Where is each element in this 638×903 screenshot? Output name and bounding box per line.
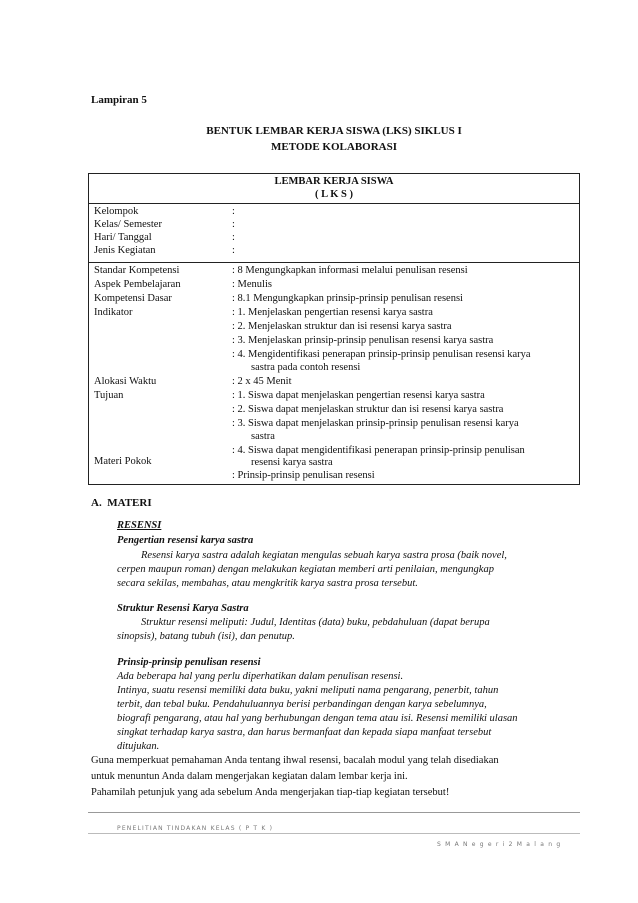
identity-label: Kelompok [94, 206, 139, 217]
detail-value: : 4. Mengidentifikasi penerapan prinsip-prinsip penulisan resensi karya [232, 349, 531, 360]
detail-value: : Prinsip-prinsip penulisan resensi [232, 470, 375, 481]
struktur-title: Struktur Resensi Karya Sastra [117, 603, 249, 614]
identity-value: : [232, 206, 235, 217]
instruction-line: untuk menuntun Anda dalam mengerjakan kegiatan dalam lembar kerja ini. [91, 771, 408, 782]
materi-heading: A. MATERI [91, 497, 152, 509]
detail-value: : 2. Siswa dapat menjelaskan struktur dan isi resensi karya sastra [232, 404, 504, 415]
detail-value: sastra [251, 431, 275, 442]
identity-value: : [232, 219, 235, 230]
prinsip-title: Prinsip-prinsip penulisan resensi [117, 657, 261, 668]
detail-value: : 3. Menjelaskan prinsip-prinsip penulisan resensi karya sastra [232, 335, 494, 346]
lampiran-label: Lampiran 5 [91, 94, 147, 106]
identity-label: Kelas/ Semester [94, 219, 162, 230]
document-subtitle: METODE KOLABORASI [270, 141, 398, 153]
paragraph-line: sinopsis), batang tubuh (isi), dan penutup. [117, 631, 295, 642]
table-divider [88, 262, 580, 263]
footer-rule [88, 833, 580, 834]
paragraph-line: secara sekilas, membahas, atau mengkritik karya sastra prosa tersebut. [117, 578, 418, 589]
paragraph-line: Ada beberapa hal yang perlu diperhatikan dalam penulisan resensi. [117, 671, 404, 682]
detail-value: : Menulis [232, 279, 272, 290]
paragraph-line: Struktur resensi meliputi: Judul, Identitas (data) buku, pebdahuluan (dapat berupa [141, 617, 490, 628]
detail-label: Aspek Pembelajaran [94, 279, 181, 290]
instruction-line: Guna memperkuat pemahaman Anda tentang ihwal resensi, bacalah modul yang telah disediakan [91, 755, 499, 766]
document-title: BENTUK LEMBAR KERJA SISWA (LKS) SIKLUS I [206, 125, 462, 137]
detail-label: Alokasi Waktu [94, 376, 157, 387]
detail-value: resensi karya sastra [251, 457, 333, 468]
resensi-title: RESENSI [117, 520, 162, 531]
paragraph-line: Intinya, suatu resensi memiliki data buku, yakni meliputi nama pengarang, penerbit, tahun [117, 685, 499, 696]
paragraph-line: singkat terhadap karya sastra, dan harus bermanfaat dan kepada siapa manfaat tersebut [117, 727, 492, 738]
identity-value: : [232, 245, 235, 256]
identity-label: Jenis Kegiatan [94, 245, 156, 256]
paragraph-line: biografi pengarang, atau hal yang berhubungan dengan tema atau isi. Resensi memiliki ulasan [117, 713, 518, 724]
detail-value: : 3. Siswa dapat menjelaskan prinsip-prinsip penulisan resensi karya [232, 418, 519, 429]
detail-value: : 2. Menjelaskan struktur dan isi resensi karya sastra [232, 321, 452, 332]
pengertian-title: Pengertian resensi karya sastra [117, 535, 254, 546]
detail-value: sastra pada contoh resensi [251, 362, 361, 373]
instruction-line: Pahamilah petunjuk yang ada sebelum Anda mengerjakan tiap-tiap kegiatan tersebut! [91, 787, 450, 798]
paragraph-line: Resensi karya sastra adalah kegiatan mengulas sebuah karya sastra prosa (baik novel, [141, 550, 507, 561]
table-divider [88, 203, 580, 204]
lks-heading: LEMBAR KERJA SISWA [274, 176, 394, 187]
detail-value: : 4. Siswa dapat mengidentifikasi penerapan prinsip-prinsip penulisan [232, 445, 525, 456]
detail-value: : 8 Mengungkapkan informasi melalui penulisan resensi [232, 265, 468, 276]
detail-value: : 1. Menjelaskan pengertian resensi karya sastra [232, 307, 433, 318]
detail-label: Standar Kompetensi [94, 265, 180, 276]
detail-value: : 2 x 45 Menit [232, 376, 292, 387]
detail-value: : 8.1 Mengungkapkan prinsip-prinsip penulisan resensi [232, 293, 463, 304]
paragraph-line: cerpen maupun roman) dengan melakukan kegiatan memberi arti penilaian, mengungkap [117, 564, 494, 575]
detail-value: : 1. Siswa dapat menjelaskan pengertian resensi karya sastra [232, 390, 485, 401]
footer-rule [88, 812, 580, 813]
detail-label: Indikator [94, 307, 133, 318]
paragraph-line: ditujukan. [117, 741, 160, 752]
detail-label: Tujuan [94, 390, 124, 401]
footer-right: S M A N e g e r i 2 M a l a n g [437, 841, 562, 848]
identity-value: : [232, 232, 235, 243]
footer-left: PENELITIAN TINDAKAN KELAS ( P T K ) [117, 825, 274, 832]
detail-label: Kompetensi Dasar [94, 293, 172, 304]
identity-label: Hari/ Tanggal [94, 232, 152, 243]
paragraph-line: terbit, dan tebal buku. Pendahuluannya berisi perbandingan dengan karya sebelumnya, [117, 699, 487, 710]
detail-label: Materi Pokok [94, 456, 152, 467]
lks-subheading: ( L K S ) [315, 189, 353, 200]
